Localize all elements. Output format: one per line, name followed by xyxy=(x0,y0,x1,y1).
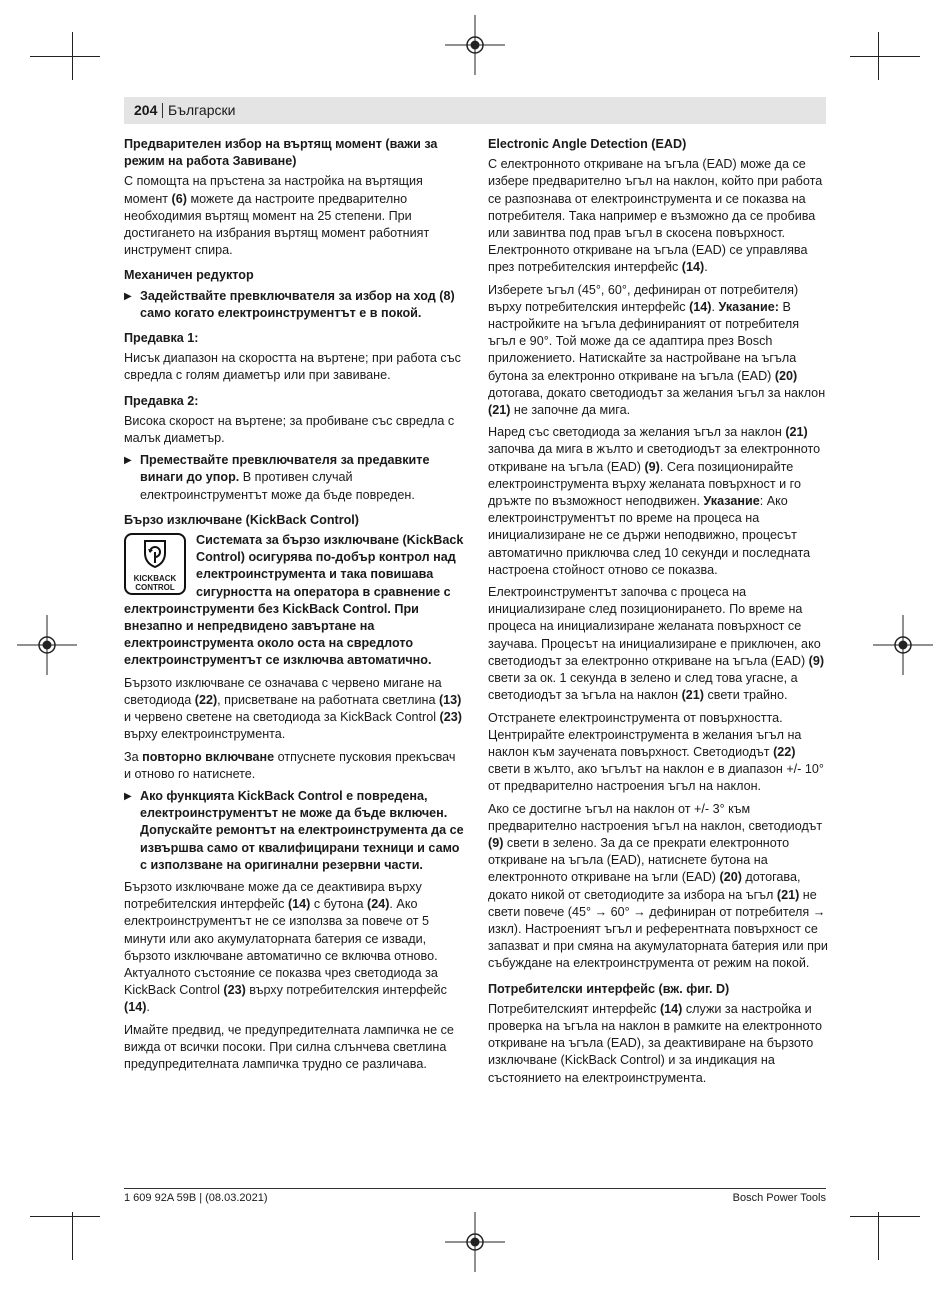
crop-mark xyxy=(878,1212,879,1260)
paragraph-torque: С помощта на пръстена за настройка на въртящия момент (6) можете да настроите предварително необходимия въртящ момент на 25 степени. При достигането на избрания въртящ момент работният инструмент спира. xyxy=(124,174,430,258)
paragraph-ead-select: Изберете ъгъл (45°, 60°, дефиниран от потребителя) върху потребителския интерфейс (14). Указание: В настройките на ъгъла дефинираният от потребителя ъгъл е 90°. Той може да се адаптира през Bosch приложението. Натискайте за настройване на ъгъла бутона за електронно откриване на ъгъла (EAD) (20) дотогава, докато светодиодът за желания ъгъл за наклон (21) не започне да мига. xyxy=(488,282,826,418)
bullet-arrow-icon: ▶ xyxy=(124,790,132,802)
kickback-block xyxy=(124,532,464,670)
left-column xyxy=(124,136,464,1078)
bullet-arrow-icon: ▶ xyxy=(124,290,132,302)
registration-mark-icon xyxy=(445,1212,505,1272)
paragraph-gear2: Висока скорост на въртене; за пробиване със свредла с малък диаметър. xyxy=(124,413,455,446)
footer-doc-id: 1 609 92A 59B | (08.03.2021) xyxy=(124,1192,268,1204)
kickback-intro: Системата за бързо изключване (KickBack Control) осигурява по-добър контрол над електроинструмента и така повишава сигурността на оператора в сравнение с електроинструменти без KickBack Control. При внезапно и непредвидено завъртане на електроинструмента около оста на свредлото електроинструментът се изключва автоматично. xyxy=(124,533,464,668)
heading-ead: Electronic Angle Detection (EAD) xyxy=(488,137,687,151)
bullet-kickback-damaged: ▶ Ако функцията KickBack Control е повредена, електроинструментът не може да бъде включен. Допускайте ремонтът на електроинструмента да се извършва само от квалифицирани техници и само с използване на оригинални резервни части. xyxy=(124,788,464,872)
bullet-arrow-icon: ▶ xyxy=(124,455,132,467)
heading-gear1: Предавка 1: xyxy=(124,331,199,346)
bullet-gear-shift: ▶ Премествайте превключвателя за предавките винаги до упор. В противен случай електроинструментът може да бъде повреден. xyxy=(124,453,430,502)
page-number: 204 xyxy=(134,102,158,118)
registration-mark-icon xyxy=(873,615,933,675)
paragraph-warning-lamp: Имайте предвид, че предупредителната лампичка не се вижда от всички посоки. При силна слънчева светлина предупредителната лампичка трудно се различава. xyxy=(124,1022,454,1071)
paragraph-gear1: Нисък диапазон на скоростта на въртене; при работа със свредла с голям диаметър или при завиване. xyxy=(124,351,461,383)
header-divider xyxy=(162,103,163,118)
heading-gearbox: Механичен редуктор xyxy=(124,268,254,283)
heading-kickback: Бързо изключване (KickBack Control) xyxy=(124,512,359,527)
paragraph-restart: За повторно включване отпуснете пусковия прекъсвач и отново го натиснете. xyxy=(124,749,456,781)
registration-mark-icon xyxy=(445,15,505,75)
paragraph-ead-align: Отстранете електроинструмента от повърхността. Центрирайте електроинструмента в желания ъгъл на наклон към заучената повърхност. Светодиодът (22) свети в жълто, ако ъгълът на наклон е в диапазон +/- 10° от предварително настроения ъгъл на наклон. xyxy=(488,710,824,794)
paragraph-ead-intro: С електронното откриване на ъгъла (EAD) може да се избере предварително ъгъл на наклон, който при работа се разпознава от електроинструмента и се показва на потребителя. Така например е възможно да се пробива или завинтва под прав ъгъл в скосена повърхност. Електронното откриване на ъгъла (EAD) се управлява през потребителския интерфейс (14). xyxy=(488,157,823,275)
registration-mark-icon xyxy=(17,615,77,675)
kickback-rotation-icon xyxy=(143,539,167,569)
crop-mark xyxy=(850,56,920,57)
paragraph-ead-init: Електроинструментът започва с процеса на инициализиране след позиционирането. По време на процеса на инициализиране желаната повърхност се заучава. Процесът на инициализиране е приключен, ако светодиодът за електронно откриване на ъгъла (EAD) (9) свети за ок. 1 секунда в зелено и след това угасне, а светодиодът за ъгъла на наклон (21) свети трайно. xyxy=(488,585,825,703)
paragraph-kickback-indication: Бързото изключване се означава с червено мигане на светодиода (22), присветване на работната светлина (13) и червено светене на светодиода за KickBack Control (23) върху електроинструмента. xyxy=(124,675,462,742)
heading-user-interface: Потребителски интерфейс (вж. фиг. D) xyxy=(488,981,730,996)
crop-mark xyxy=(72,1212,73,1260)
logo-text-kickback: KICKBACK xyxy=(133,574,177,584)
page-language: Български xyxy=(168,102,236,118)
heading-gear2: Предавка 2: xyxy=(124,393,199,408)
bullet-gear-switch: ▶ Задействайте превключвателя за избор на ход (8) само когато електроинструментът е в покой. xyxy=(124,288,455,320)
paragraph-ead-blink: Наред със светодиода за желания ъгъл за наклон (21) започва да мига в жълто и светодиодът за електронното откриване на ъгъла (EAD) (9). Сега позиционирайте електроинструмента върху желаната повърхност и го дръжте по възможност неподвижен. Указание: Ако електроинструментът по време на процеса на инициализиране не се държи неподвижно, процесът автоматично приключва след 10 секунди и последната настроена стойност отново се показва. xyxy=(488,425,821,577)
page-header xyxy=(124,97,826,124)
right-column xyxy=(488,136,828,1092)
paragraph-user-interface: Потребителският интерфейс (14) служи за настройка и проверка на ъгъла на наклон в рамките на електронното откриване на ъгъла (EAD), за деактивиране на бързото изключване (KickBack Control) и за индикация на състоянието на електроинструмента. xyxy=(488,1001,822,1085)
kickback-control-logo xyxy=(124,533,186,595)
crop-mark xyxy=(30,1216,100,1217)
paragraph-ead-reach: Ако се достигне ъгъл на наклон от +/- 3° към предварително настроения ъгъл на наклон, светодиодът (9) свети в зелено. За да се прекрати електронното откриване на ъгъла (EAD), натиснете бутона на електронното откриване на ъгли (EAD) (20) дотогава, докато никой от светодиодите за избора на ъгъл (21) не свети повече (45° → 60° → дефиниран от потребителя → изкл). Настроеният ъгъл и референтната повърхност се запазват и при смяна на акумулаторната батерия или при събуждане на електроинструмента от режим на покой. xyxy=(488,801,828,971)
footer-rule xyxy=(124,1188,826,1189)
footer-brand: Bosch Power Tools xyxy=(732,1192,826,1204)
heading-torque: Предварителен избор на въртящ момент (важи за режим на работа Завиване) xyxy=(124,137,438,169)
crop-mark xyxy=(30,56,100,57)
crop-mark xyxy=(850,1216,920,1217)
logo-text-control: CONTROL xyxy=(135,583,175,593)
paragraph-kickback-deactivate: Бързото изключване може да се деактивира върху потребителския интерфейс (14) с бутона (24). Ако електроинструментът не се използва за повече от 5 минути или ако акумулаторната батерия се извади, бързото изключване автоматично се включва отново. Актуалното състояние се показва чрез светодиода за KickBack Control (23) върху потребителския интерфейс (14). xyxy=(124,879,447,1015)
